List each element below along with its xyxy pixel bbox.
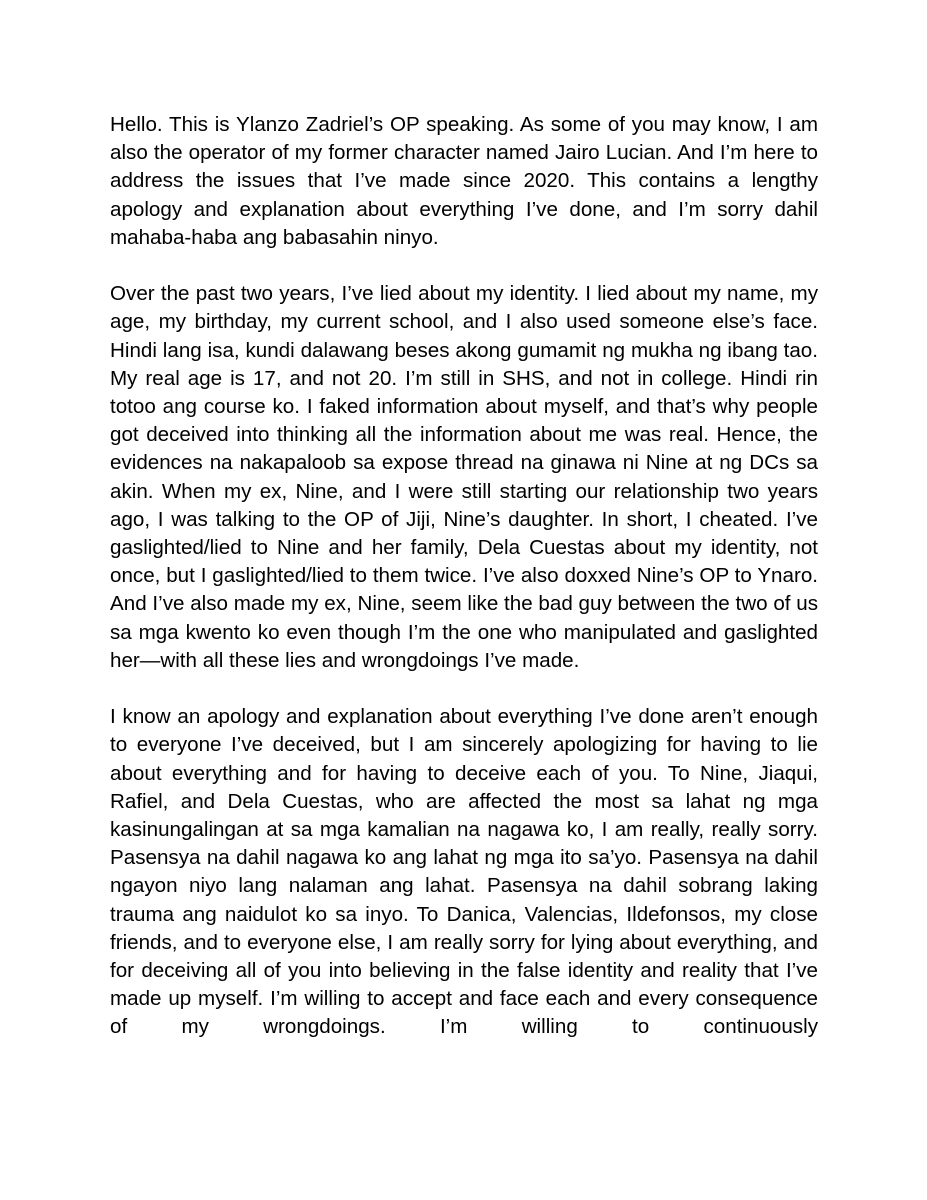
document-body: [110, 111, 818, 1042]
paragraph-apology: I know an apology and explanation about everything I’ve done aren’t enough to everyone I’ve deceived, but I am sincerely apologizing for having to lie about everything and for having to deceive each of you. To Nine, Jiaqui, Rafiel, and Dela Cuestas, who are affected the most sa lahat ng mga kasinungalingan at sa mga kamalian na nagawa ko, I am really, really sorry. Pasensya na dahil nagawa ko ang lahat ng mga ito sa’yo. Pasensya na dahil ngayon niyo lang nalaman ang lahat. Pasensya na dahil sobrang laking trauma ang naidulot ko sa inyo. To Danica, Valencias, Ildefonsos, my close friends, and to everyone else, I am really sorry for lying about everything, and for deceiving all of you into believing in the false identity and reality that I’ve made up myself. I’m willing to accept and face each and every consequence of my wrongdoings. I’m willing to continuously: [110, 705, 818, 1039]
paragraph-confession: Over the past two years, I’ve lied about my identity. I lied about my name, my age, my birthday, my current school, and I also used someone else’s face. Hindi lang isa, kundi dalawang beses akong gumamit ng mukha ng ibang tao. My real age is 17, and not 20. I’m still in SHS, and not in college. Hindi rin totoo ang course ko. I faked information about myself, and that’s why people got deceived into thinking all the information about me was real. Hence, the evidences na nakapaloob sa expose thread na ginawa ni Nine at ng DCs sa akin. When my ex, Nine, and I were still starting our relationship two years ago, I was talking to the OP of Jiji, Nine’s daughter. In short, I cheated. I’ve gaslighted/lied to Nine and her family, Dela Cuestas about my identity, not once, but I gaslighted/lied to them twice. I’ve also doxxed Nine’s OP to Ynaro. And I’ve also made my ex, Nine, seem like the bad guy between the two of us sa mga kwento ko even though I’m the one who manipulated and gaslighted her—with all these lies and wrongdoings I’ve made.: [110, 282, 818, 672]
paragraph-intro: Hello. This is Ylanzo Zadriel’s OP speaking. As some of you may know, I am also the operator of my former character named Jairo Lucian. And I’m here to address the issues that I’ve made since 2020. This contains a lengthy apology and explanation about everything I’ve done, and I’m sorry dahil mahaba-haba ang babasahin ninyo.: [110, 113, 818, 249]
